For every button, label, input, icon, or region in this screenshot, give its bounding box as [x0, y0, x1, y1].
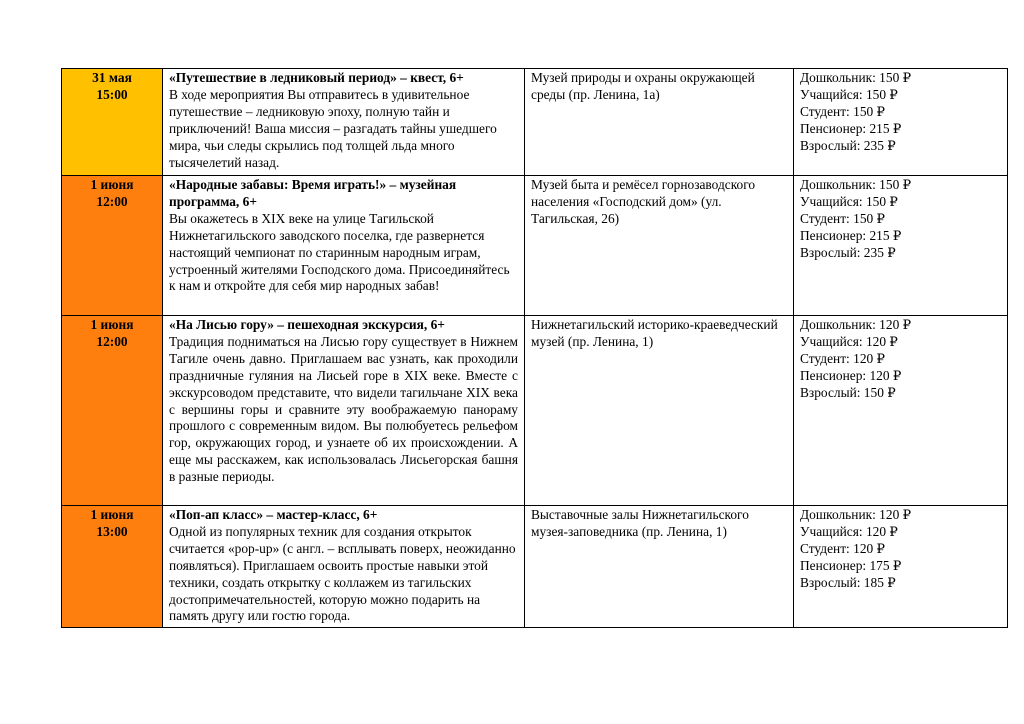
- place-cell: [525, 69, 794, 176]
- table-row: [62, 316, 1008, 506]
- event-description: Традиция подниматься на Лисью гору существует в Нижнем Тагиле очень давно. Приглашаем вас узнать, как проходили праздничные гуляния на Лисьей горе в XIX веке. Вместе с экскурсоводом представите, что видели тагильчане XIX века с вершины горы и сравните эту воображаемую панораму прошлого с современным видом. Вы полюбуетесь рельефом гор, окружающих город, и узнаете об их происхождении. А еще мы расскажем, как использовалась Лисьегорская башня в разные периоды.: [169, 333, 518, 485]
- price-cell: [794, 69, 1008, 176]
- event-title: «На Лисью гору» – пешеходная экскурсия, 6+: [169, 317, 445, 332]
- price-preschooler: Дошкольник: 150 ₽: [800, 70, 912, 85]
- event-time: 12:00: [96, 193, 128, 209]
- description-cell: [163, 69, 525, 176]
- event-date: 1 июня: [90, 507, 134, 522]
- description-cell: [163, 176, 525, 316]
- price-pupil: Учащийся: 150 ₽: [800, 86, 898, 102]
- event-description: Вы окажетесь в XIX веке на улице Тагильской Нижнетагильского заводского поселка, где развернется настоящий чемпионат по старинным народным играм, устроенный жителями Господского дома. Присоединяйтесь к нам и откройте для себя мир народных забав!: [169, 210, 510, 294]
- events-table: [61, 68, 1008, 628]
- price-cell: [794, 176, 1008, 316]
- table-row: [62, 69, 1008, 176]
- place-cell: [525, 316, 794, 506]
- price-pensioner: Пенсионер: 215 ₽: [800, 120, 902, 136]
- price-adult: Взрослый: 235 ₽: [800, 137, 896, 153]
- date-cell: [62, 506, 163, 628]
- price-student: Студент: 120 ₽: [800, 350, 886, 366]
- description-cell: [163, 316, 525, 506]
- price-pupil: Учащийся: 120 ₽: [800, 523, 898, 539]
- price-adult: Взрослый: 235 ₽: [800, 244, 896, 260]
- price-cell: [794, 506, 1008, 628]
- table-row: [62, 506, 1008, 628]
- event-description: Одной из популярных техник для создания открыток считается «pop-up» (с англ. – всплывать поверх, неожиданно появляться). Приглашаем освоить простые навыки этой техники, создать открытку с коллажем из тагильских достопримечательностей, которую можно подарить на память другу или гостю города.: [169, 523, 516, 624]
- event-time: 15:00: [96, 86, 128, 102]
- price-pensioner: Пенсионер: 175 ₽: [800, 557, 902, 573]
- event-title: «Путешествие в ледниковый период» – квест, 6+: [169, 70, 464, 85]
- table-row: [62, 176, 1008, 316]
- description-cell: [163, 506, 525, 628]
- event-time: 12:00: [96, 333, 128, 349]
- place-cell: [525, 506, 794, 628]
- price-preschooler: Дошкольник: 150 ₽: [800, 177, 912, 192]
- event-date: 1 июня: [90, 317, 134, 332]
- price-cell: [794, 316, 1008, 506]
- price-pensioner: Пенсионер: 120 ₽: [800, 367, 902, 383]
- price-student: Студент: 150 ₽: [800, 210, 886, 226]
- date-cell: [62, 176, 163, 316]
- event-description: В ходе мероприятия Вы отправитесь в удивительное путешествие – ледниковую эпоху, полную тайн и приключений! Ваша миссия – разгадать тайны ушедшего мира, чьи следы скрылись под толщей льда много тысячелетий назад.: [169, 86, 497, 170]
- event-place: Выставочные залы Нижнетагильского музея-заповедника (пр. Ленина, 1): [531, 507, 749, 539]
- event-place: Музей природы и охраны окружающей среды (пр. Ленина, 1а): [531, 70, 755, 102]
- event-title: «Народные забавы: Время играть!» – музейная программа, 6+: [169, 177, 457, 209]
- price-preschooler: Дошкольник: 120 ₽: [800, 317, 912, 332]
- event-place: Нижнетагильский историко-краеведческий музей (пр. Ленина, 1): [531, 317, 778, 349]
- price-adult: Взрослый: 150 ₽: [800, 384, 896, 400]
- price-adult: Взрослый: 185 ₽: [800, 574, 896, 590]
- event-place: Музей быта и ремёсел горнозаводского населения «Господский дом» (ул. Тагильская, 26): [531, 177, 756, 226]
- price-student: Студент: 150 ₽: [800, 103, 886, 119]
- price-pupil: Учащийся: 150 ₽: [800, 193, 898, 209]
- price-preschooler: Дошкольник: 120 ₽: [800, 507, 912, 522]
- price-student: Студент: 120 ₽: [800, 540, 886, 556]
- date-cell: [62, 69, 163, 176]
- date-cell: [62, 316, 163, 506]
- event-date: 1 июня: [90, 177, 134, 192]
- price-pensioner: Пенсионер: 215 ₽: [800, 227, 902, 243]
- place-cell: [525, 176, 794, 316]
- event-date: 31 мая: [92, 70, 132, 85]
- event-time: 13:00: [96, 523, 128, 539]
- price-pupil: Учащийся: 120 ₽: [800, 333, 898, 349]
- event-title: «Поп-ап класс» – мастер-класс, 6+: [169, 507, 378, 522]
